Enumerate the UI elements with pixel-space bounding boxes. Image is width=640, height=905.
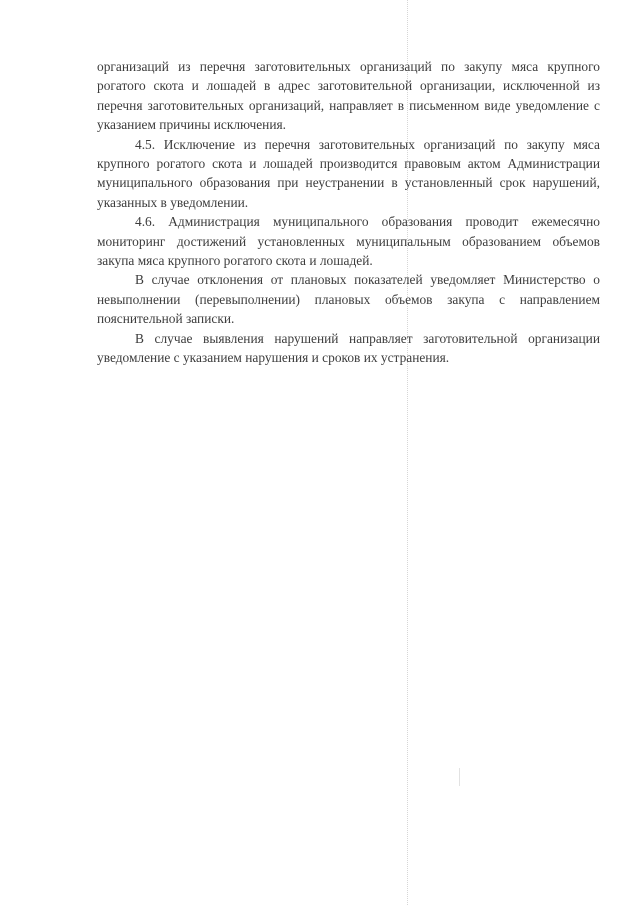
paragraph-continuation: организаций из перечня заготовительных организаций по закупу мяса крупного рогатого скота и лошадей в адрес заготовительной организации, исключенной из перечня заготовительных организаций, направляет в письменном виде уведомление с указанием причины исключения. bbox=[97, 59, 600, 133]
paragraph-deviation: В случае отклонения от плановых показателей уведомляет Министерство о невыполнении (перевыполнении) плановых объемов закупа с направлением пояснительной записки. bbox=[97, 272, 600, 327]
paragraph-4-5: 4.5. Исключение из перечня заготовительных организаций по закупу мяса крупного рогатого скота и лошадей производится правовым актом Администрации муниципального образования при неустранении в установленный срок нарушений, указанных в уведомлении. bbox=[97, 136, 600, 210]
scan-artifact bbox=[459, 768, 460, 786]
paragraph-violations: В случае выявления нарушений направляет заготовительной организации уведомление с указанием нарушения и сроков их устранения. bbox=[97, 330, 600, 366]
paragraph-4-6: 4.6. Администрация муниципального образования проводит ежемесячно мониторинг достижений установленных муниципальным образованием объемов закупа мяса крупного рогатого скота и лошадей. bbox=[97, 214, 600, 269]
document-body bbox=[97, 57, 600, 368]
